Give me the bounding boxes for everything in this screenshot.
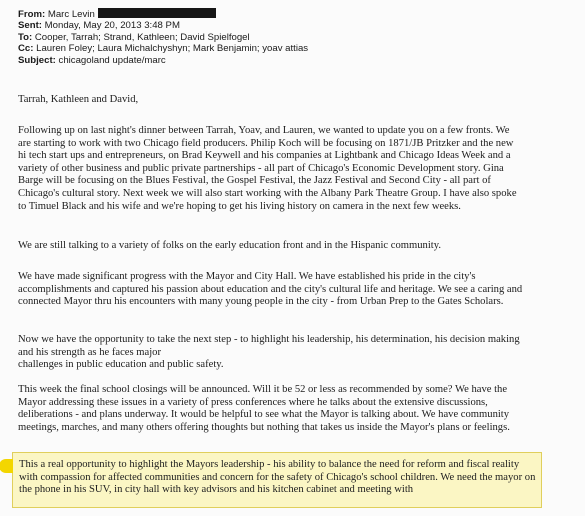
paragraph-school-closings: This week the final school closings will be announced. Will it be 52 or less as recommended by some? We have the Mayor addressing these issues in a variety of press conferences where he talks about the extensive discussions, deliberations - and plans underway. It would be helpful to see what the Mayor is talking about. We have community meetings, marches, and many others offering thoughts but nothing that takes us inside the Mayor's plans or feelings. bbox=[18, 384, 510, 433]
next-step-line-b: challenges in public education and public safety. bbox=[18, 359, 224, 371]
highlight-marker bbox=[0, 459, 13, 473]
paragraph-field-producers: Following up on last night's dinner between Tarrah, Yoav, and Lauren, we wanted to update you on a few fronts. We are starting to work with two Chicago field producers. Philip Koch will be focusing on 1871/JB Pritzker and the new hi tech start ups and entrepreneurs, on Brad Keywell and his companies at Lightbank and Chicago Ideas Week and a variety of other business and public private partnerships - all part of Chicago's Economic Development story. Gina Barge will be focusing on the Blues Festival, the Gospel Festival, the Jazz Festival and Second City - all part of Chicago's cultural story. Next week we will also start working with the Albany Park Theatre Group. I have also spoke to Timuel Black and his wife and we're hoping to get his living history on camera in the next few weeks. bbox=[18, 125, 517, 212]
paragraph-mayor-progress: We have made significant progress with the Mayor and City Hall. We have established his pride in the city's accomplishments and captured his passion about education and the city's cultural life and heritage. We see a caring and connected Mayor thru his encounters with many young people in the city - from Urban Prep to the Gates Scholars. bbox=[18, 271, 523, 308]
cc-row bbox=[18, 43, 578, 54]
subject-row bbox=[18, 55, 578, 66]
from-label: From: bbox=[18, 9, 46, 20]
to-value: Cooper, Tarrah; Strand, Kathleen; David Spielfogel bbox=[34, 31, 250, 43]
sent-value: Monday, May 20, 2013 3:48 PM bbox=[44, 20, 180, 32]
cc-label: Cc: bbox=[18, 43, 34, 55]
from-value: Marc Levin bbox=[47, 9, 95, 20]
to-row bbox=[18, 32, 578, 43]
highlighted-text: This a real opportunity to highlight the Mayors leadership - his ability to balance the need for reform and fiscal reality with compassion for affected communities and concern for the safety of Chicago's school children. We need the mayor on the phone in his SUV, in city hall with key advisors and his kitchen cabinet and meeting with bbox=[19, 459, 536, 496]
greeting: Tarrah, Kathleen and David, bbox=[18, 94, 139, 105]
email-header bbox=[18, 8, 578, 66]
from-row bbox=[18, 8, 578, 20]
next-step-line-a: Now we have the opportunity to take the next step - to highlight his leadership, his determination, his decision making and his strength as he faces major bbox=[18, 334, 520, 358]
subject-value: chicagoland update/marc bbox=[58, 54, 166, 66]
sent-label: Sent: bbox=[18, 20, 42, 32]
to-label: To: bbox=[18, 31, 33, 43]
cc-value: Lauren Foley; Laura Michalchyshyn; Mark Benjamin; yoav attias bbox=[36, 43, 309, 55]
sent-row bbox=[18, 20, 578, 31]
redaction-block bbox=[98, 8, 216, 18]
paragraph-early-education: We are still talking to a variety of folks on the early education front and in the Hispanic community. bbox=[18, 240, 441, 251]
highlighted-passage bbox=[12, 452, 542, 508]
paragraph-next-step bbox=[18, 334, 523, 372]
subject-label: Subject: bbox=[18, 54, 56, 66]
